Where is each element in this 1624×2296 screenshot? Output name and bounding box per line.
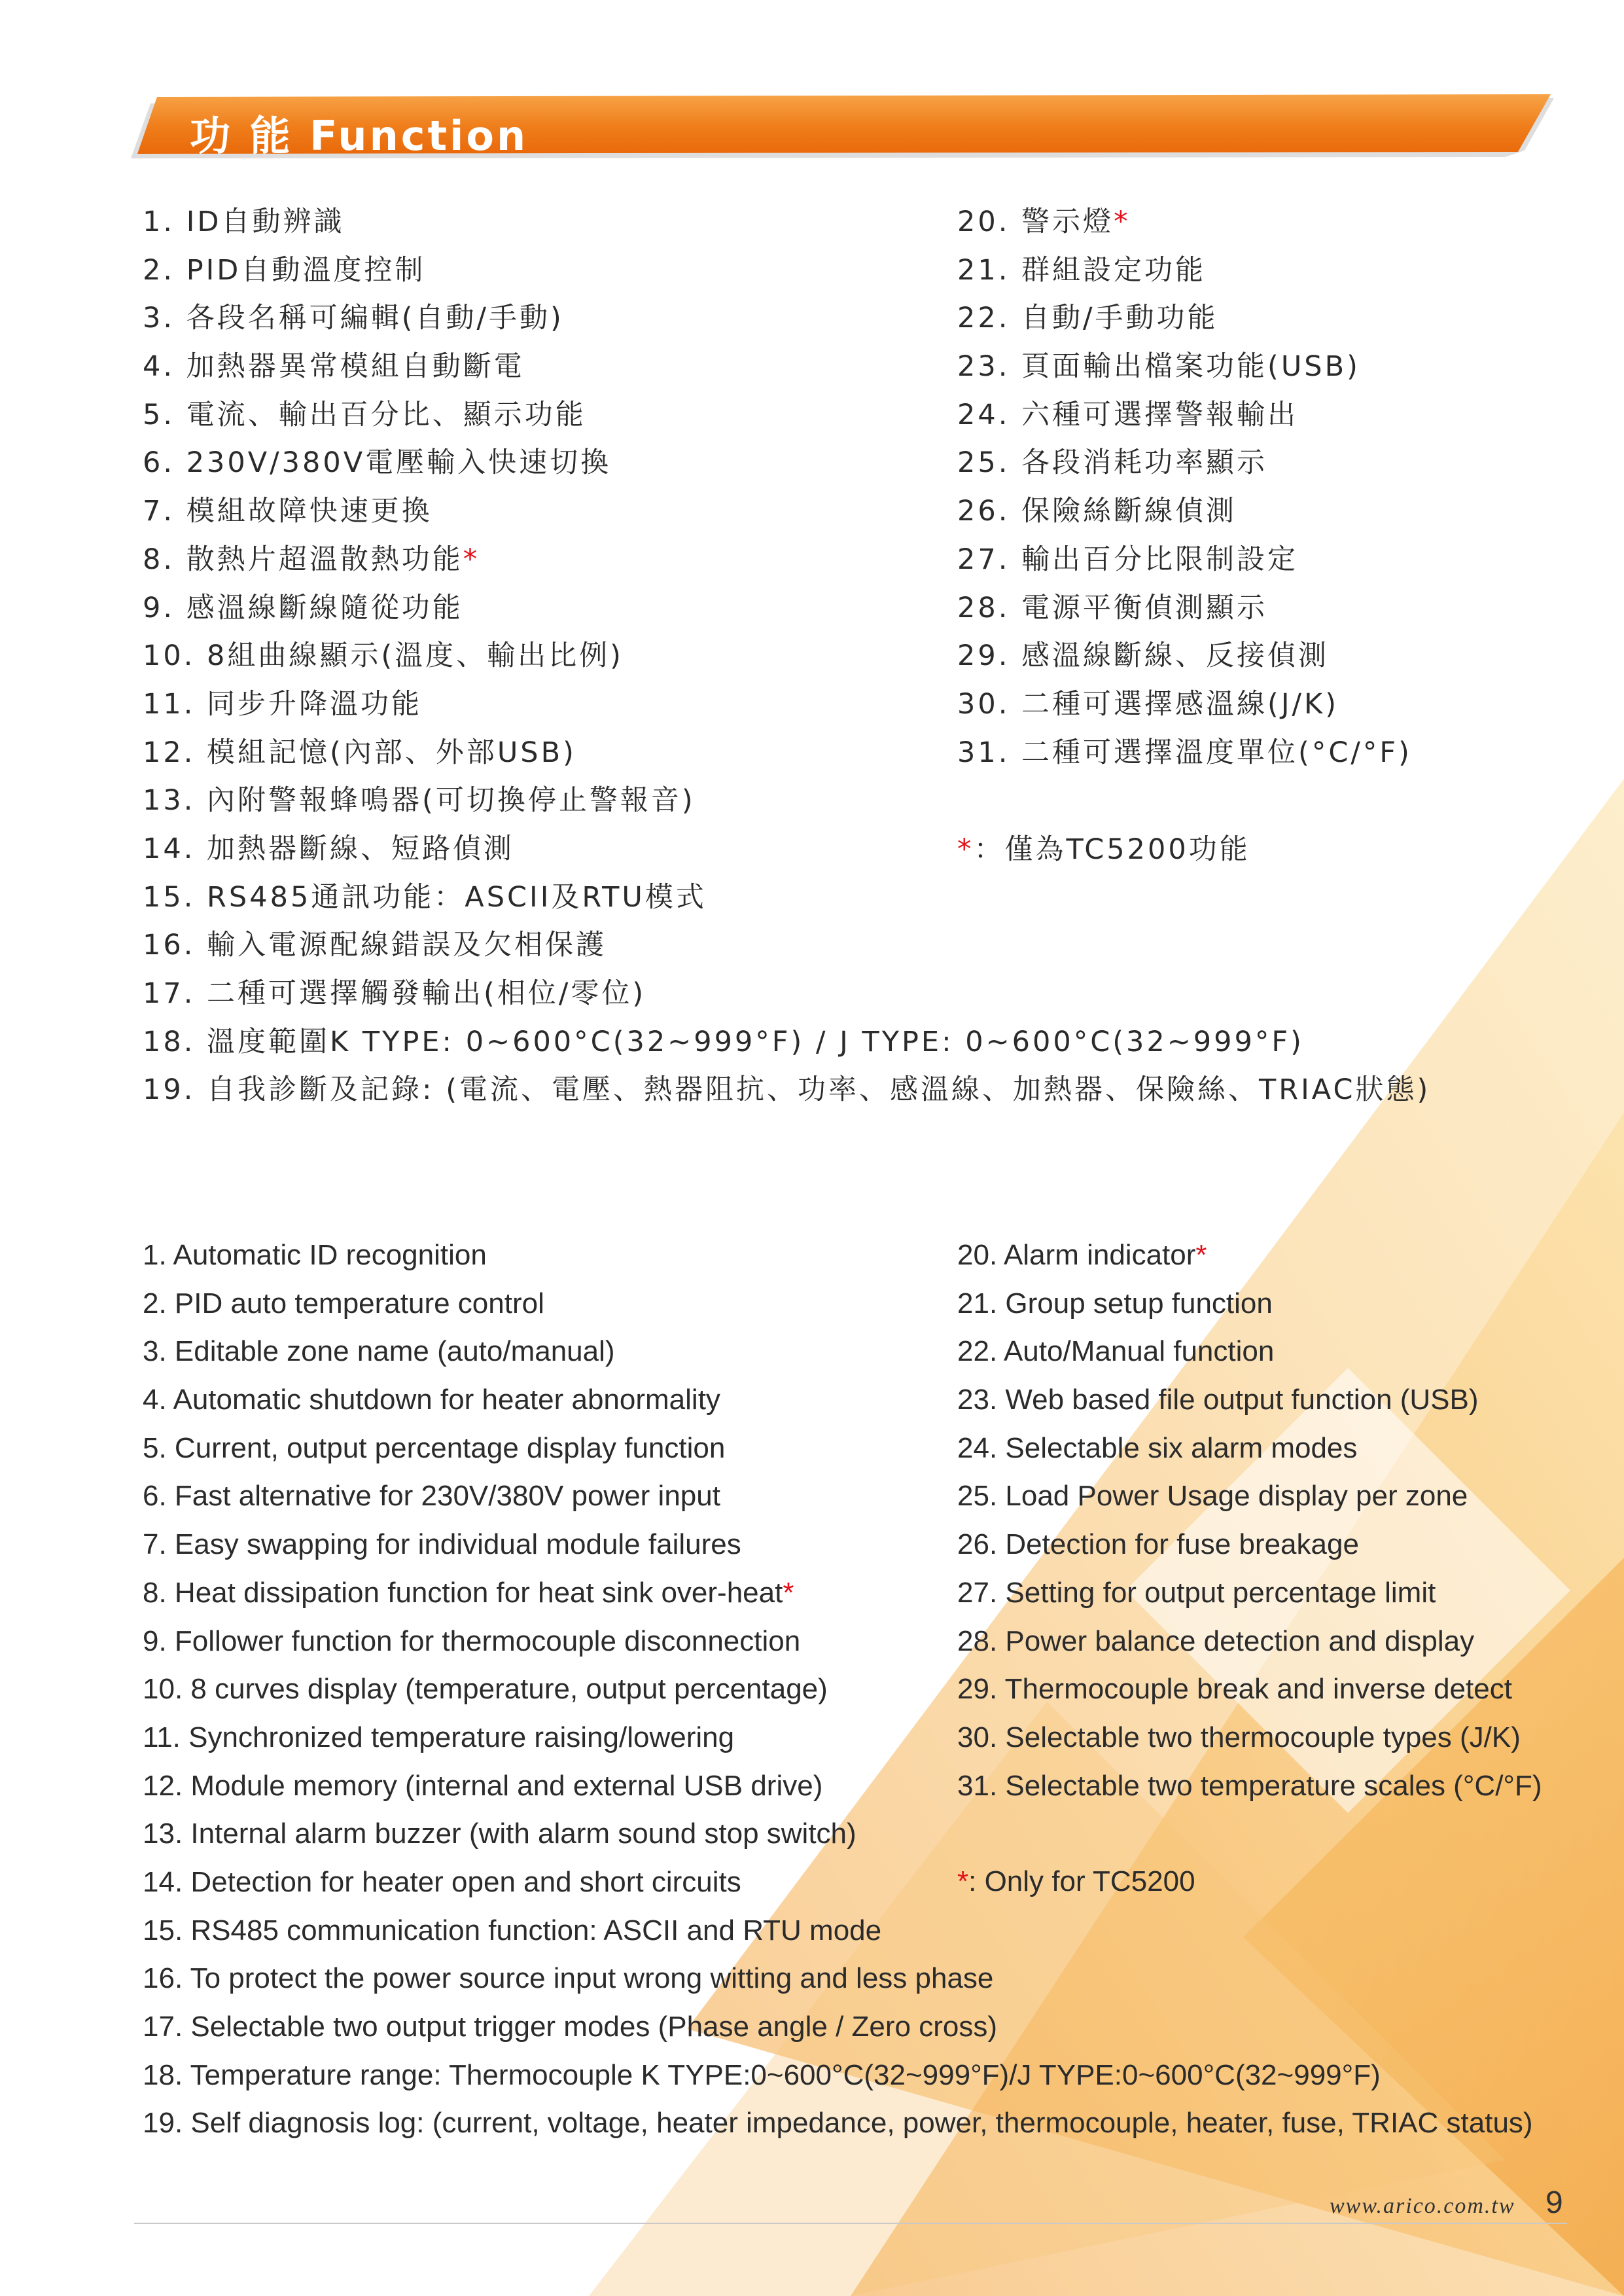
zh-footnote-text: ：僅為TC5200功能: [974, 833, 1250, 866]
function-item-text: 19. Self diagnosis log: (current, voltage, heater impedance, power, thermocouple, heater, fuse, TRIAC status): [143, 2107, 1533, 2140]
function-item-text: 25. 各段消耗功率顯示: [957, 446, 1268, 480]
function-item-text: 9. 感溫線斷線隨從功能: [143, 591, 463, 624]
footer-divider: [134, 2223, 1567, 2224]
function-item-text: 1. ID自動辨識: [143, 206, 345, 238]
function-item-text: 9. Follower function for thermocouple disconnection: [143, 1624, 801, 1657]
asterisk-mark: *: [463, 543, 480, 576]
function-item-text: 23. 頁面輸出檔案功能(USB): [957, 350, 1360, 384]
function-item: [957, 247, 1412, 295]
function-item-text: 30. Selectable two thermocouple types (J/K): [957, 1721, 1521, 1753]
function-item-text: 15. RS485 communication function: ASCII and RTU mode: [143, 1914, 882, 1946]
function-item-text: 22. 自動/手動功能: [957, 302, 1218, 335]
asterisk-mark: *: [957, 1865, 969, 1897]
function-item-text: 13. 內附警報蜂鳴器(可切換停止警報音): [143, 784, 696, 817]
function-item: [957, 1424, 1542, 1473]
function-item: [143, 1907, 1533, 1955]
function-item-text: 10. 8組曲線顯示(溫度、輸出比例): [143, 639, 624, 673]
function-item-text: 11. Synchronized temperature raising/lowering: [143, 1721, 735, 1753]
function-item: [957, 1569, 1542, 1617]
asterisk-mark: *: [783, 1576, 794, 1609]
function-item-text: 17. Selectable two output trigger modes (Phase angle / Zero cross): [143, 2011, 998, 2043]
function-item: [957, 1617, 1542, 1666]
function-item: [143, 970, 1430, 1018]
footer-url: www.arico.com.tw: [1330, 2194, 1515, 2218]
function-item-text: 31. Selectable two temperature scales (°C/°F): [957, 1769, 1542, 1802]
function-item-text: 27. Setting for output percentage limit: [957, 1576, 1436, 1609]
function-item: [957, 681, 1412, 729]
function-item: [143, 1810, 1533, 1858]
function-item: [957, 1472, 1542, 1520]
function-item: [957, 1231, 1542, 1280]
function-item-text: 30. 二種可選擇感溫線(J/K): [957, 687, 1339, 721]
function-item-text: 26. 保險絲斷線偵測: [957, 495, 1237, 528]
function-item-text: 20. 警示燈: [957, 206, 1114, 238]
function-item: [957, 439, 1412, 488]
function-item-text: 12. 模組記憶(內部、外部USB): [143, 736, 576, 769]
function-item-text: 22. Auto/Manual function: [957, 1335, 1275, 1368]
function-item-text: 24. Selectable six alarm modes: [957, 1431, 1358, 1464]
function-item-text: 20. Alarm indicator: [957, 1239, 1196, 1271]
function-item-text: 5. 電流、輸出百分比、顯示功能: [143, 398, 586, 431]
function-item: [143, 874, 1430, 922]
function-item-text: 15. RS485通訊功能：ASCII及RTU模式: [143, 880, 707, 914]
function-item: [957, 1665, 1542, 1713]
function-item: [143, 2003, 1533, 2051]
function-item: [957, 343, 1412, 391]
function-item-text: 4. 加熱器異常模組自動斷電: [143, 350, 525, 384]
function-item: [143, 2051, 1533, 2100]
function-item-text: 3. 各段名稱可編輯(自動/手動): [143, 302, 564, 335]
function-item: [957, 1376, 1542, 1424]
function-item: [957, 488, 1412, 536]
asterisk-mark: *: [1114, 206, 1131, 238]
function-item-text: 11. 同步升降溫功能: [143, 687, 423, 721]
function-item-text: 10. 8 curves display (temperature, output percentage): [143, 1673, 828, 1706]
function-item-text: 31. 二種可選擇溫度單位(°C/°F): [957, 736, 1412, 769]
function-item-text: 19. 自我診斷及記錄: (電流、電壓、熱器阻抗、功率、感溫線、加熱器、保險絲、TRIAC狀態): [143, 1073, 1431, 1107]
function-item: [957, 1520, 1542, 1569]
function-item: [957, 391, 1412, 440]
function-item-text: 6. Fast alternative for 230V/380V power input: [143, 1480, 720, 1513]
function-item: [957, 536, 1412, 584]
function-item: [143, 2099, 1533, 2147]
function-item-text: 24. 六種可選擇警報輸出: [957, 398, 1299, 431]
function-item: [143, 777, 1430, 825]
page-title: 功 能 Function: [190, 112, 529, 160]
function-item: [957, 729, 1412, 778]
function-item-text: 1. Automatic ID recognition: [143, 1239, 487, 1271]
function-item-text: 18. Temperature range: Thermocouple K TYPE:0~600°C(32~999°F)/J TYPE:0~600°C(32~999°F): [143, 2058, 1381, 2091]
zh-footnote: [957, 826, 1250, 874]
function-item-text: 28. 電源平衡偵測顯示: [957, 591, 1268, 624]
function-item: [957, 584, 1412, 633]
function-item-text: 13. Internal alarm buzzer (with alarm sound stop switch): [143, 1818, 856, 1850]
en-footnote: [957, 1857, 1195, 1906]
en-footnote-text: : Only for TC5200: [968, 1865, 1195, 1897]
function-item-text: 16. 輸入電源配線錯誤及欠相保護: [143, 929, 607, 962]
function-item: [143, 1018, 1430, 1067]
function-item-text: 12. Module memory (internal and external USB drive): [143, 1769, 823, 1802]
function-item-text: 8. 散熱片超溫散熱功能: [143, 543, 463, 576]
function-item-text: 25. Load Power Usage display per zone: [957, 1480, 1468, 1513]
function-item-text: 2. PID auto temperature control: [143, 1287, 544, 1319]
function-item: [143, 1066, 1430, 1115]
function-item: [957, 1713, 1542, 1762]
function-item: [957, 1327, 1542, 1376]
section-header: [131, 92, 1557, 164]
function-item-text: 23. Web based file output function (USB): [957, 1384, 1479, 1416]
function-item-text: 29. Thermocouple break and inverse detect: [957, 1673, 1512, 1706]
function-item: [143, 1954, 1533, 2003]
function-item-text: 3. Editable zone name (auto/manual): [143, 1335, 615, 1368]
function-item-text: 17. 二種可選擇觸發輸出(相位/零位): [143, 977, 646, 1010]
function-item-text: 2. PID自動溫度控制: [143, 253, 426, 287]
asterisk-mark: *: [957, 833, 974, 866]
function-item: [957, 1280, 1542, 1328]
function-item-text: 14. Detection for heater open and short circuits: [143, 1865, 741, 1898]
page-number: 9: [1545, 2185, 1563, 2220]
function-item-text: 29. 感溫線斷線、反接偵測: [957, 639, 1330, 673]
function-item: [957, 295, 1412, 343]
function-item-text: 7. 模組故障快速更換: [143, 495, 432, 528]
zh-function-list-right: [957, 198, 1412, 777]
function-item-text: 26. Detection for fuse breakage: [957, 1528, 1359, 1561]
en-function-list-right: [957, 1231, 1542, 1810]
function-item-text: 16. To protect the power source input wrong witting and less phase: [143, 1962, 994, 1995]
function-item-text: 21. Group setup function: [957, 1287, 1273, 1319]
function-item-text: 18. 溫度範圍K TYPE: 0~600°C(32~999°F) / J TYPE: 0~600°C(32~999°F): [143, 1025, 1304, 1058]
function-item-text: 21. 群組設定功能: [957, 253, 1207, 287]
function-item: [957, 1762, 1542, 1810]
function-item-text: 7. Easy swapping for individual module failures: [143, 1528, 741, 1561]
function-item-text: 5. Current, output percentage display function: [143, 1431, 726, 1464]
function-item: [143, 922, 1430, 970]
function-item-text: 28. Power balance detection and display: [957, 1624, 1475, 1657]
function-item: [957, 632, 1412, 681]
function-item-text: 27. 輸出百分比限制設定: [957, 543, 1299, 576]
function-item: [957, 198, 1412, 247]
function-item-text: 6. 230V/380V電壓輸入快速切換: [143, 446, 612, 480]
asterisk-mark: *: [1195, 1239, 1207, 1271]
function-item-text: 14. 加熱器斷線、短路偵測: [143, 832, 515, 865]
function-item-text: 4. Automatic shutdown for heater abnormality: [143, 1384, 720, 1416]
function-item: [143, 1858, 1533, 1907]
function-item-text: 8. Heat dissipation function for heat sink over-heat: [143, 1576, 783, 1609]
